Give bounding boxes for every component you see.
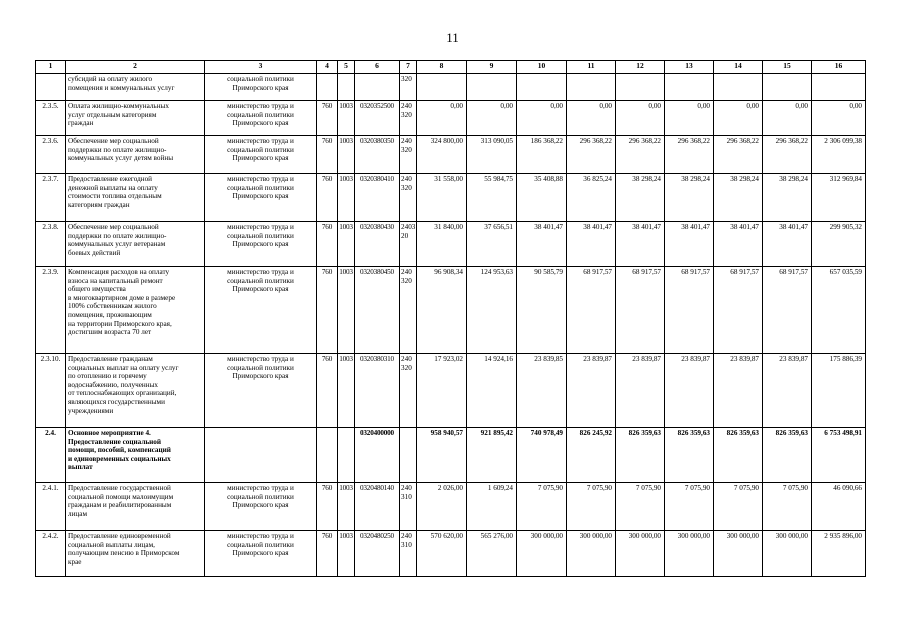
table-cell: 300 000,00 xyxy=(763,531,812,577)
table-cell: 17 923,02 xyxy=(417,354,467,428)
table-cell: 320 xyxy=(400,74,417,101)
table-cell: 35 408,88 xyxy=(517,174,567,222)
table-cell: 240 320 xyxy=(400,267,417,354)
table-cell: 760 xyxy=(317,101,338,136)
table-cell: 31 558,00 xyxy=(417,174,467,222)
column-header: 4 xyxy=(317,61,338,74)
table-cell: 324 800,00 xyxy=(417,136,467,174)
table-cell xyxy=(567,74,616,101)
table-cell: 565 276,00 xyxy=(467,531,517,577)
table-cell: 312 969,84 xyxy=(812,174,866,222)
table-cell: 23 839,87 xyxy=(714,354,763,428)
table-cell: 296 368,22 xyxy=(763,136,812,174)
table-cell: 313 090,05 xyxy=(467,136,517,174)
table-row xyxy=(36,136,866,174)
column-header: 6 xyxy=(355,61,400,74)
table-cell: 38 401,47 xyxy=(763,222,812,267)
table-cell xyxy=(338,428,355,483)
table-body xyxy=(36,74,866,577)
table-cell: 7 075,90 xyxy=(616,483,665,531)
table-cell: социальной политики Приморского края xyxy=(205,74,317,101)
column-header: 15 xyxy=(763,61,812,74)
table-cell xyxy=(36,74,66,101)
table-cell: 1003 xyxy=(338,174,355,222)
table-cell: 186 368,22 xyxy=(517,136,567,174)
table-cell: 0320380350 xyxy=(355,136,400,174)
table-cell: 2 306 099,38 xyxy=(812,136,866,174)
table-cell: 0320480140 xyxy=(355,483,400,531)
column-header: 1 xyxy=(36,61,66,74)
table-cell: Предоставление ежегодной денежной выплаты на оплату стоимости топлива отдельным категориям граждан xyxy=(66,174,205,222)
table-cell: 570 620,00 xyxy=(417,531,467,577)
table-cell: 7 075,90 xyxy=(567,483,616,531)
table-cell: 1003 xyxy=(338,483,355,531)
table-cell xyxy=(714,74,763,101)
table-cell: Оплата жилищно-коммунальных услуг отдельным категориям граждан xyxy=(66,101,205,136)
table-cell: 7 075,90 xyxy=(665,483,714,531)
table-cell xyxy=(616,74,665,101)
table-cell: 240 320 xyxy=(400,354,417,428)
table-cell: 0320380410 xyxy=(355,174,400,222)
table-cell: субсидий на оплату жилого помещения и коммунальных услуг xyxy=(66,74,205,101)
table-cell: 68 917,57 xyxy=(714,267,763,354)
table-cell: 14 924,16 xyxy=(467,354,517,428)
table-cell: 38 401,47 xyxy=(665,222,714,267)
table-cell: 2.3.5. xyxy=(36,101,66,136)
table-cell xyxy=(317,428,338,483)
table-cell: 124 953,63 xyxy=(467,267,517,354)
table-cell: 826 359,63 xyxy=(714,428,763,483)
table-cell: Основное мероприятие 4. Предоставление социальной помощи, пособий, компенсаций и единовременных социальных выплат xyxy=(66,428,205,483)
column-header: 14 xyxy=(714,61,763,74)
column-header: 8 xyxy=(417,61,467,74)
table-cell: 760 xyxy=(317,267,338,354)
table-cell: Обеспечение мер социальной поддержки по оплате жилищно- коммунальных услуг детям войны xyxy=(66,136,205,174)
table-cell: 657 035,59 xyxy=(812,267,866,354)
table-cell: Предоставление единовременной социальной выплаты лицам, получающим пенсию в Приморском крае xyxy=(66,531,205,577)
table-cell xyxy=(338,74,355,101)
table-cell: 23 839,87 xyxy=(616,354,665,428)
table-cell: 7 075,90 xyxy=(517,483,567,531)
table-cell: министерство труда и социальной политики Приморского края xyxy=(205,354,317,428)
table-cell: Предоставление государственной социальной помощи малоимущим гражданам и реабилитированным лицам xyxy=(66,483,205,531)
table-cell: 68 917,57 xyxy=(567,267,616,354)
table-cell: 0,00 xyxy=(763,101,812,136)
table-cell: 38 298,24 xyxy=(763,174,812,222)
table-cell: министерство труда и социальной политики Приморского края xyxy=(205,267,317,354)
table-cell: Обеспечение мер социальной поддержки по оплате жилищно- коммунальных услуг ветеранам боевых действий xyxy=(66,222,205,267)
table-cell: Предоставление гражданам социальных выплат на оплату услуг по отоплению и горячему водоснабжению, полученных от теплоснабжающих организаций, являющихся государственными учреждениями xyxy=(66,354,205,428)
page-number: 11 xyxy=(446,30,459,45)
table-cell: 0,00 xyxy=(467,101,517,136)
table-row xyxy=(36,354,866,428)
column-header: 11 xyxy=(567,61,616,74)
table-cell: 38 401,47 xyxy=(567,222,616,267)
table-cell xyxy=(400,428,417,483)
table-cell: 760 xyxy=(317,483,338,531)
table-cell: 38 298,24 xyxy=(714,174,763,222)
table-cell: 0,00 xyxy=(567,101,616,136)
table-cell: 1003 xyxy=(338,267,355,354)
table-row xyxy=(36,74,866,101)
table-cell: 1003 xyxy=(338,101,355,136)
table-cell: 958 940,57 xyxy=(417,428,467,483)
column-header: 5 xyxy=(338,61,355,74)
header-row xyxy=(36,61,866,74)
table-cell: 96 908,34 xyxy=(417,267,467,354)
table-cell: 1003 xyxy=(338,354,355,428)
table-cell xyxy=(812,74,866,101)
table-cell: министерство труда и социальной политики Приморского края xyxy=(205,483,317,531)
table-cell xyxy=(417,74,467,101)
column-header: 7 xyxy=(400,61,417,74)
table-cell: 90 585,79 xyxy=(517,267,567,354)
table-cell xyxy=(517,74,567,101)
table-cell: 38 401,47 xyxy=(517,222,567,267)
table-cell: 0,00 xyxy=(517,101,567,136)
table-cell: 826 245,92 xyxy=(567,428,616,483)
table-cell: 300 000,00 xyxy=(714,531,763,577)
table-cell: 0,00 xyxy=(417,101,467,136)
column-header: 9 xyxy=(467,61,517,74)
table-cell: 760 xyxy=(317,222,338,267)
table-cell: 23 839,87 xyxy=(665,354,714,428)
table-cell: 0,00 xyxy=(616,101,665,136)
table-cell: 2.3.8. xyxy=(36,222,66,267)
table-row xyxy=(36,483,866,531)
table-row xyxy=(36,222,866,267)
column-header: 3 xyxy=(205,61,317,74)
table-cell: 240 320 xyxy=(400,101,417,136)
table-cell: 760 xyxy=(317,354,338,428)
table-cell: 6 753 498,91 xyxy=(812,428,866,483)
table-cell: 0,00 xyxy=(714,101,763,136)
table-cell: 0320352500 xyxy=(355,101,400,136)
table-cell: министерство труда и социальной политики Приморского края xyxy=(205,174,317,222)
table-cell: 7 075,90 xyxy=(763,483,812,531)
table-cell: 0320400000 xyxy=(355,428,400,483)
table-cell: 240 320 xyxy=(400,174,417,222)
table-cell: министерство труда и социальной политики Приморского края xyxy=(205,222,317,267)
table-cell: министерство труда и социальной политики Приморского края xyxy=(205,531,317,577)
table-cell: 0320380430 xyxy=(355,222,400,267)
table-cell: 2 026,00 xyxy=(417,483,467,531)
budget-table xyxy=(35,60,866,577)
table-cell: 1003 xyxy=(338,531,355,577)
table-cell: 23 839,87 xyxy=(567,354,616,428)
table-cell: 2.3.7. xyxy=(36,174,66,222)
table-cell: 826 359,63 xyxy=(616,428,665,483)
table-row xyxy=(36,174,866,222)
table-cell: 0320480250 xyxy=(355,531,400,577)
table-cell: 921 895,42 xyxy=(467,428,517,483)
table-cell xyxy=(205,428,317,483)
table-cell: 23 839,85 xyxy=(517,354,567,428)
table-cell: министерство труда и социальной политики Приморского края xyxy=(205,136,317,174)
table-cell: 240 320 xyxy=(400,136,417,174)
table-cell: 2.4. xyxy=(36,428,66,483)
table-cell xyxy=(763,74,812,101)
column-header: 10 xyxy=(517,61,567,74)
table-cell: 46 090,66 xyxy=(812,483,866,531)
table-cell: 300 000,00 xyxy=(567,531,616,577)
table-row xyxy=(36,101,866,136)
table-cell: министерство труда и социальной политики Приморского края xyxy=(205,101,317,136)
table-cell: 31 840,00 xyxy=(417,222,467,267)
table-cell: 68 917,57 xyxy=(616,267,665,354)
column-header: 2 xyxy=(66,61,205,74)
column-header: 16 xyxy=(812,61,866,74)
table-cell xyxy=(355,74,400,101)
table-row xyxy=(36,267,866,354)
table-cell: Компенсация расходов на оплату взноса на капитальный ремонт общего имущества в многоквартирном доме в размере 100% собственникам жилого помещения, проживающим на территории Приморского края, достигшим возраста 70 лет xyxy=(66,267,205,354)
table-cell: 826 359,63 xyxy=(665,428,714,483)
table-cell: 37 656,51 xyxy=(467,222,517,267)
table-cell xyxy=(317,74,338,101)
table-cell: 38 298,24 xyxy=(616,174,665,222)
table-cell: 740 978,49 xyxy=(517,428,567,483)
table-cell: 760 xyxy=(317,136,338,174)
table-cell: 2.3.10. xyxy=(36,354,66,428)
table-cell: 55 984,75 xyxy=(467,174,517,222)
table-cell: 300 000,00 xyxy=(616,531,665,577)
table-cell: 0320380450 xyxy=(355,267,400,354)
table-cell: 175 886,39 xyxy=(812,354,866,428)
table-cell: 2.4.1. xyxy=(36,483,66,531)
table-cell: 2403 20 xyxy=(400,222,417,267)
table-cell: 296 368,22 xyxy=(567,136,616,174)
table-cell: 1 609,24 xyxy=(467,483,517,531)
table-cell xyxy=(665,74,714,101)
table-cell: 7 075,90 xyxy=(714,483,763,531)
table-cell: 2.3.6. xyxy=(36,136,66,174)
table-cell: 300 000,00 xyxy=(665,531,714,577)
table-cell: 240 310 xyxy=(400,531,417,577)
table-cell: 38 298,24 xyxy=(665,174,714,222)
table-cell xyxy=(467,74,517,101)
table-cell: 2.4.2. xyxy=(36,531,66,577)
column-header: 12 xyxy=(616,61,665,74)
table-row xyxy=(36,428,866,483)
table-cell: 299 905,32 xyxy=(812,222,866,267)
table-cell: 38 401,47 xyxy=(714,222,763,267)
table-cell: 296 368,22 xyxy=(616,136,665,174)
table-cell: 2 935 896,00 xyxy=(812,531,866,577)
table-cell: 2.3.9. xyxy=(36,267,66,354)
table-cell: 36 825,24 xyxy=(567,174,616,222)
table-cell: 296 368,22 xyxy=(665,136,714,174)
table-cell: 38 401,47 xyxy=(616,222,665,267)
table-cell: 0,00 xyxy=(665,101,714,136)
table-cell: 760 xyxy=(317,531,338,577)
table-cell: 240 310 xyxy=(400,483,417,531)
table-cell: 296 368,22 xyxy=(714,136,763,174)
table-cell: 23 839,87 xyxy=(763,354,812,428)
table-row xyxy=(36,531,866,577)
table-cell: 760 xyxy=(317,174,338,222)
table-cell: 300 000,00 xyxy=(517,531,567,577)
table-cell: 68 917,57 xyxy=(665,267,714,354)
table-cell: 0,00 xyxy=(812,101,866,136)
table-cell: 1003 xyxy=(338,136,355,174)
table-cell: 0320380310 xyxy=(355,354,400,428)
table-cell: 1003 xyxy=(338,222,355,267)
column-header: 13 xyxy=(665,61,714,74)
table-cell: 68 917,57 xyxy=(763,267,812,354)
table-cell: 826 359,63 xyxy=(763,428,812,483)
